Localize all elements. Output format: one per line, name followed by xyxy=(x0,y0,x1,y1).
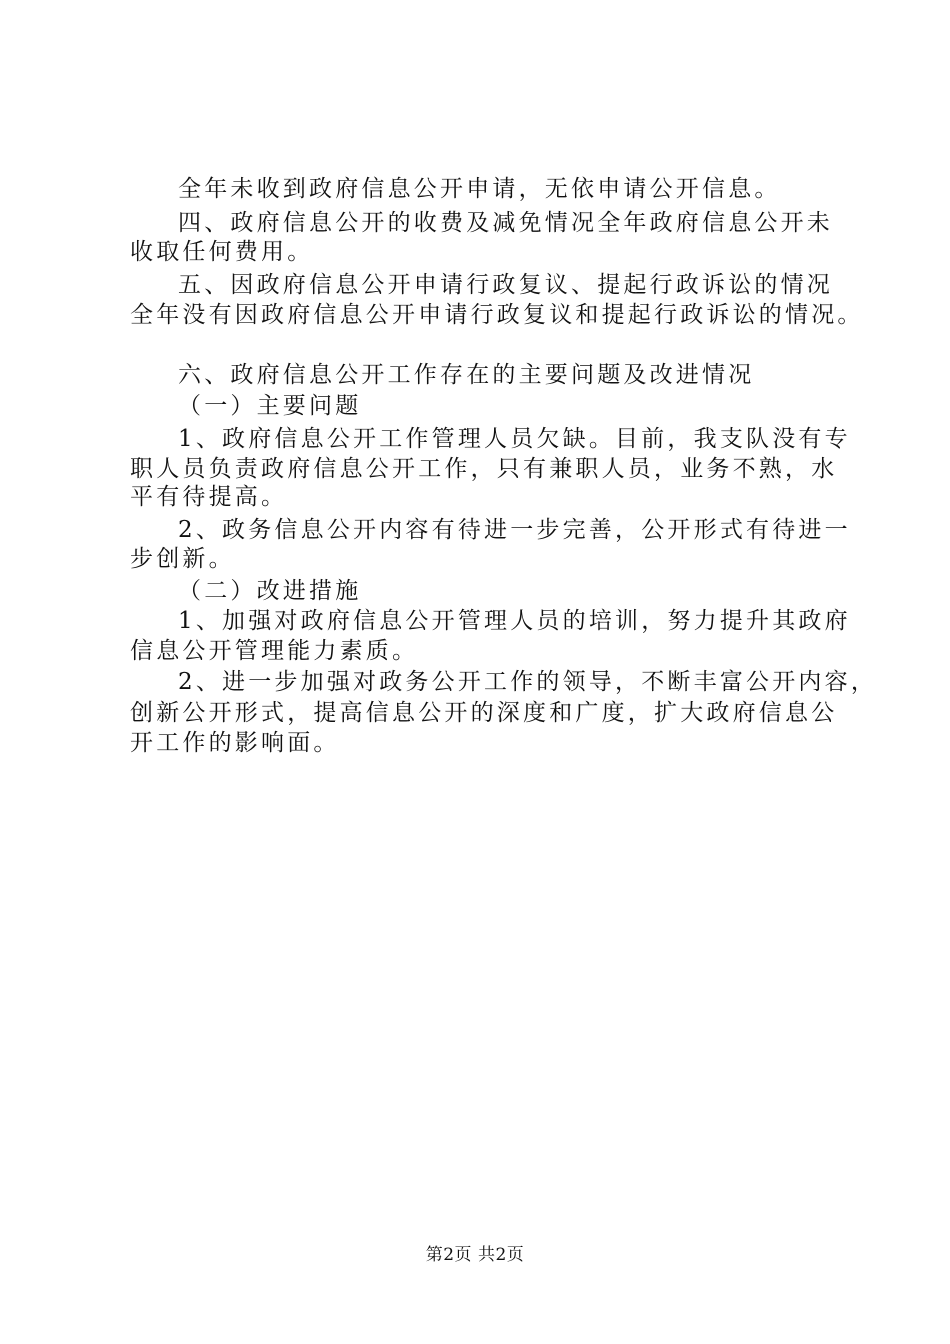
paragraph-line: 职人员负责政府信息公开工作，只有兼职人员，业务不熟，水 xyxy=(130,456,838,482)
paragraph-line: 平有待提高。 xyxy=(130,484,288,510)
paragraph-line: 2、政务信息公开内容有待进一步完善，公开形式有待进一 xyxy=(178,517,851,543)
subsection-heading: （一）主要问题 xyxy=(178,393,362,419)
paragraph-line: 步创新。 xyxy=(130,546,235,572)
paragraph-line: 收取任何费用。 xyxy=(130,239,314,265)
paragraph-line: 信息公开管理能力素质。 xyxy=(130,638,419,664)
paragraph-line: 2、进一步加强对政务公开工作的领导，不断丰富公开内容， xyxy=(178,669,878,695)
section-heading: 六、政府信息公开工作存在的主要问题及改进情况 xyxy=(178,362,755,388)
paragraph-line: 创新公开形式，提高信息公开的深度和广度，扩大政府信息公 xyxy=(130,700,838,726)
page-number-footer: 第2页 共2页 xyxy=(425,1245,525,1265)
paragraph-line: 全年没有因政府信息公开申请行政复议和提起行政诉讼的情况。 xyxy=(130,302,864,328)
paragraph-line: 全年未收到政府信息公开申请，无依申请公开信息。 xyxy=(178,176,781,202)
paragraph-line: 四、政府信息公开的收费及减免情况全年政府信息公开未 xyxy=(178,210,833,236)
paragraph-line: 五、因政府信息公开申请行政复议、提起行政诉讼的情况 xyxy=(178,272,833,298)
paragraph-line: 1、加强对政府信息公开管理人员的培训，努力提升其政府 xyxy=(178,608,851,634)
subsection-heading: （二）改进措施 xyxy=(178,578,362,604)
paragraph-line: 1、政府信息公开工作管理人员欠缺。目前，我支队没有专 xyxy=(178,426,851,452)
paragraph-line: 开工作的影响面。 xyxy=(130,730,340,756)
